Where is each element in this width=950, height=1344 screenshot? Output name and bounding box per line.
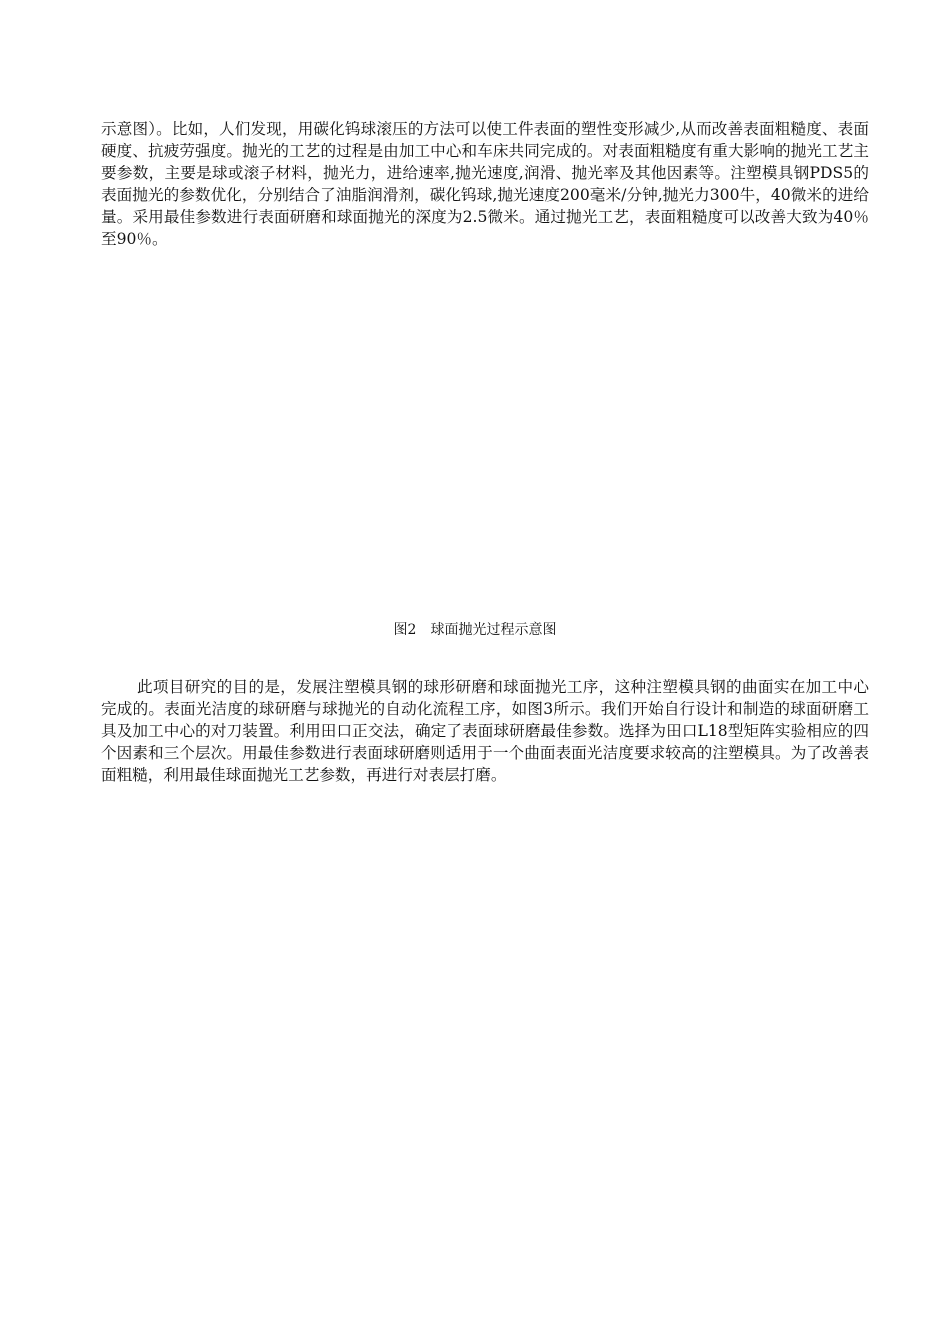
body-paragraph-1: 示意图）。比如，人们发现，用碳化钨球滚压的方法可以使工件表面的塑性变形减少,从而改善表面粗糙度、表面硬度、抗疲劳强度。抛光的工艺的过程是由加工中心和车床共同完成的。对表面粗糙度有重大影响的抛光工艺主要参数，主要是球或滚子材料，抛光力，进给速率,抛光速度,润滑、抛光率及其他因素等。注塑模具钢PDS5的表面抛光的参数优化，分别结合了油脂润滑剂，碳化钨球,抛光速度200毫米/分钟,抛光力300牛，40微米的进给量。采用最佳参数进行表面研磨和球面抛光的深度为2.5微米。通过抛光工艺，表面粗糙度可以改善大致为40％至90％。 <box>101 120 869 248</box>
figure-2-placeholder <box>101 305 869 605</box>
body-paragraph-2: 此项目研究的目的是，发展注塑模具钢的球形研磨和球面抛光工序，这种注塑模具钢的曲面实在加工中心完成的。表面光洁度的球研磨与球抛光的自动化流程工序，如图3所示。我们开始自行设计和制造的球面研磨工具及加工中心的对刀装置。利用田口正交法，确定了表面球研磨最佳参数。选择为田口L18型矩阵实验相应的四个因素和三个层次。用最佳参数进行表面球研磨则适用于一个曲面表面光洁度要求较高的注塑模具。为了改善表面粗糙，利用最佳球面抛光工艺参数，再进行对表层打磨。 <box>101 678 869 784</box>
figure-caption: 图2 球面抛光过程示意图 <box>393 622 557 638</box>
